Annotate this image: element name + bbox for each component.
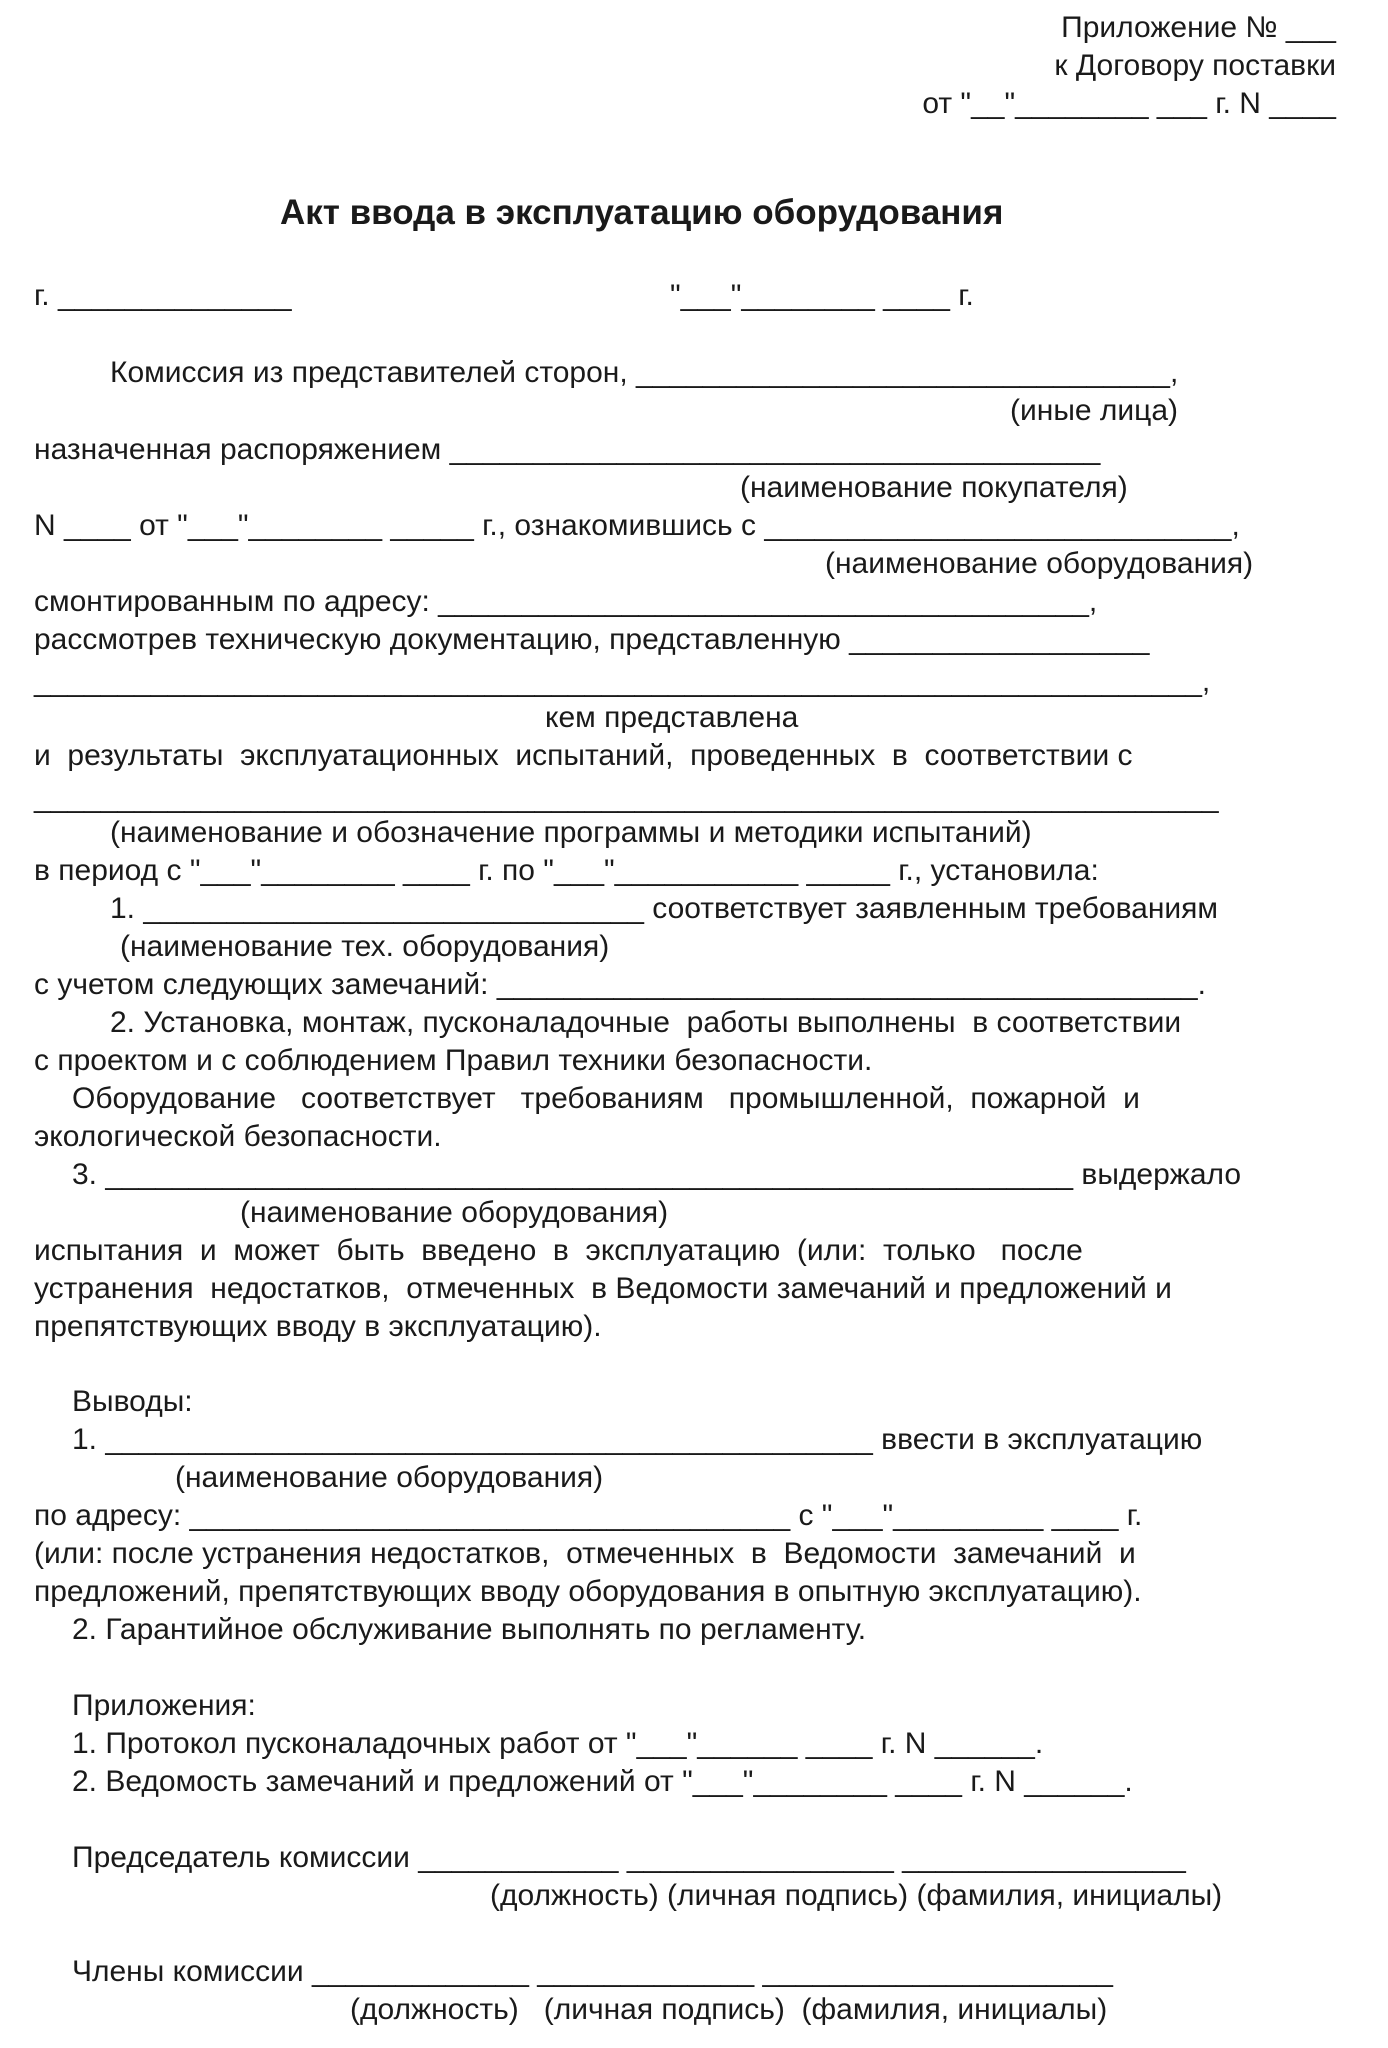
tests-line1: испытания и может быть введено в эксплуатацию (или: только после	[34, 1234, 1083, 1267]
equipment-hint-2: (наименование оборудования)	[240, 1196, 669, 1229]
appendices-item1: 1. Протокол пусконаладочных работ от "___"______ ____ г. N ______.	[72, 1727, 1044, 1760]
commission-line: Комиссия из представителей сторон, ________________________________,	[110, 356, 1179, 389]
item3-line: 3. __________________________________________________________ выдержало	[72, 1158, 1242, 1191]
act-date-line: "___"________ ____ г.	[670, 279, 974, 312]
tech-equipment-hint: (наименование тех. оборудования)	[120, 930, 610, 963]
members-signature-hints: (должность) (личная подпись) (фамилия, инициалы)	[350, 1993, 1108, 2026]
item2-line4: экологической безопасности.	[34, 1120, 442, 1153]
conclusions-equipment-hint: (наименование оборудования)	[175, 1461, 604, 1494]
tests-line3: препятствующих вводу в эксплуатацию).	[34, 1310, 602, 1343]
conclusions-or-line2: предложений, препятствующих вводу оборудования в опытную эксплуатацию).	[34, 1575, 1142, 1608]
results-line: и результаты эксплуатационных испытаний, проведенных в соответствии с	[34, 739, 1133, 772]
conclusions-item2: 2. Гарантийное обслуживание выполнять по регламенту.	[72, 1613, 867, 1646]
conclusions-heading: Выводы:	[72, 1385, 193, 1418]
item2-line3: Оборудование соответствует требованиям промышленной, пожарной и	[72, 1082, 1140, 1115]
tests-line2: устранения недостатков, отмеченных в Ведомости замечаний и предложений и	[34, 1272, 1172, 1305]
item2-line2: с проектом и с соблюдением Правил техники безопасности.	[34, 1044, 873, 1077]
conclusions-address: по адресу: ____________________________________ с "___"_________ ____ г.	[34, 1499, 1143, 1532]
chairman-signature-hints: (должность) (личная подпись) (фамилия, инициалы)	[490, 1879, 1223, 1912]
reviewed-docs-line: рассмотрев техническую документацию, представленную __________________	[34, 623, 1150, 656]
remarks-line: с учетом следующих замечаний: __________________________________________.	[34, 968, 1206, 1001]
by-whom-hint: кем представлена	[545, 701, 799, 734]
chairman-signature-line: Председатель комиссии ____________ ________________ _________________	[72, 1841, 1186, 1874]
blank-line: ______________________________________________________________________,	[34, 665, 1211, 698]
contract-date: от "__"________ ___ г. N ____	[922, 87, 1336, 120]
buyer-hint: (наименование покупателя)	[740, 471, 1128, 504]
appendices-heading: Приложения:	[72, 1689, 256, 1722]
blank-line-2: _______________________________________________________________________	[34, 781, 1219, 814]
other-persons-hint: (иные лица)	[1010, 394, 1179, 427]
item1-line: 1. ______________________________ соответствует заявленным требованиям	[110, 892, 1219, 925]
equipment-hint: (наименование оборудования)	[825, 547, 1254, 580]
city-line: г. ______________	[34, 279, 292, 312]
order-line: N ____ от "___"________ _____ г., ознакомившись с ____________________________,	[34, 509, 1240, 542]
period-line: в период с "___"________ ____ г. по "___"___________ _____ г., установила:	[34, 854, 1099, 887]
members-signature-line: Члены комиссии _____________ _____________ _____________________	[72, 1955, 1113, 1988]
document-title: Акт ввода в эксплуатацию оборудования	[280, 193, 1004, 232]
mounted-address-line: смонтированным по адресу: _______________________________________,	[34, 585, 1098, 618]
contract-reference: к Договору поставки	[1054, 49, 1336, 82]
item2-line1: 2. Установка, монтаж, пусконаладочные работы выполнены в соответствии	[110, 1006, 1182, 1039]
appointed-line: назначенная распоряжением _______________________________________	[34, 433, 1101, 466]
appendices-item2: 2. Ведомость замечаний и предложений от "___"________ ____ г. N ______.	[72, 1765, 1133, 1798]
conclusions-or-line1: (или: после устранения недостатков, отмеченных в Ведомости замечаний и	[34, 1537, 1136, 1570]
program-hint: (наименование и обозначение программы и методики испытаний)	[110, 816, 1032, 849]
conclusions-item1: 1. ______________________________________________ ввести в эксплуатацию	[72, 1423, 1203, 1456]
appendix-number: Приложение № ___	[1061, 11, 1336, 44]
